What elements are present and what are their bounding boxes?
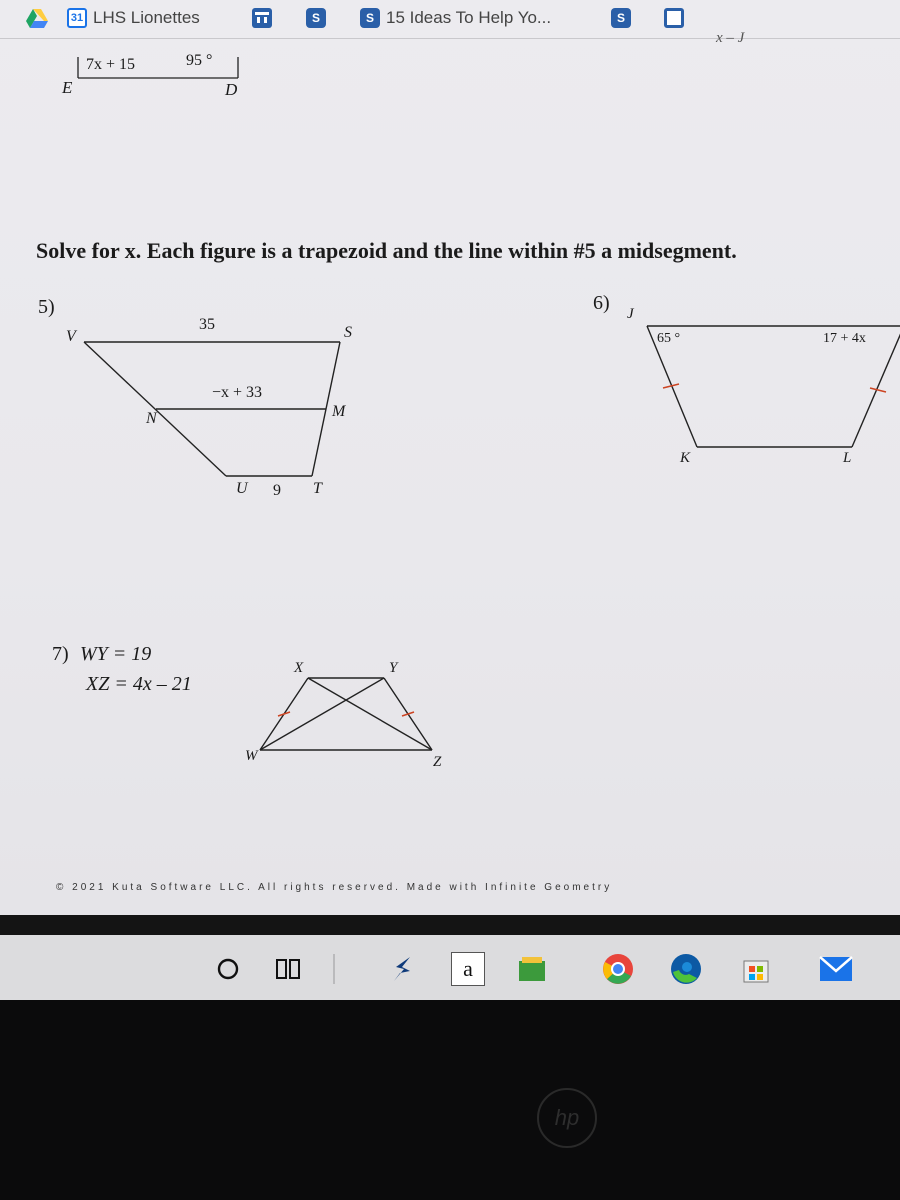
vertex-label: J	[627, 306, 634, 322]
vertex-label: Z	[433, 754, 442, 770]
search-circle-icon	[216, 957, 240, 981]
vertex-label: K	[680, 450, 691, 466]
task-view-button[interactable]	[268, 949, 308, 989]
browser-bottom-edge	[0, 915, 900, 935]
instructions: Solve for x. Each figure is a trapezoid and the line within #5 a midsegment.	[36, 238, 737, 263]
vertex-label: M	[332, 403, 346, 420]
amazon-icon: a	[451, 952, 485, 986]
calendar-icon: 31	[67, 8, 87, 28]
bookmark-label: LHS Lionettes	[93, 8, 200, 27]
app-store-button[interactable]	[512, 949, 552, 989]
vertex-label: L	[843, 450, 852, 466]
congruence-mark	[278, 712, 414, 716]
schoology-icon: S	[360, 8, 380, 28]
congruence-mark	[663, 384, 886, 392]
vertex-label: U	[236, 480, 248, 497]
trapezoid-5	[84, 342, 340, 476]
corner-label: x – J	[716, 30, 745, 46]
store-icon	[517, 955, 547, 983]
bookmark-label: 15 Ideas To Help Yo...	[386, 8, 552, 27]
side-label: 9	[273, 482, 281, 499]
angle-label: 65 °	[657, 331, 681, 346]
task-view-icon	[275, 957, 301, 981]
given-statement: XZ = 4x – 21	[86, 673, 192, 695]
store-bag-icon	[741, 954, 771, 984]
app-office-button[interactable]	[736, 949, 776, 989]
app-edge-button[interactable]	[666, 949, 706, 989]
vertex-label: V	[66, 328, 76, 345]
vertex-label: X	[294, 660, 304, 676]
app-amazon-button[interactable]	[448, 949, 488, 989]
midsegment-label: −x + 33	[212, 384, 263, 401]
side-label: 17 + 4x	[823, 331, 866, 346]
vertex-label: E	[62, 78, 73, 97]
hp-logo: hp	[537, 1088, 597, 1148]
problem-number: 6)	[593, 292, 610, 314]
schoology-icon: S	[611, 8, 631, 28]
app-schoology-button[interactable]	[382, 949, 422, 989]
app-mail-button[interactable]	[816, 949, 856, 989]
search-button[interactable]	[208, 949, 248, 989]
angle-label: 95 °	[186, 52, 213, 69]
given-statement: WY = 19	[80, 643, 152, 665]
side-label: 7x + 15	[86, 56, 136, 73]
vertex-label: D	[225, 80, 238, 99]
problem-number: 7)	[52, 643, 69, 665]
vertex-label: S	[344, 324, 352, 341]
vertex-label: Y	[389, 660, 398, 676]
side-label: 35	[199, 316, 215, 333]
app-chrome-button[interactable]	[598, 949, 638, 989]
edge-icon	[669, 952, 703, 986]
vertex-label: N	[146, 410, 157, 427]
problem-number: 5)	[38, 296, 55, 318]
taskbar	[0, 935, 900, 1000]
mail-icon	[819, 955, 853, 983]
vertex-label: T	[313, 480, 322, 497]
wings-logo-icon	[390, 955, 414, 983]
copyright-footer: © 2021 Kuta Software LLC. All rights reserved. Made with Infinite Geometry	[56, 882, 613, 893]
chrome-icon	[601, 952, 635, 986]
schoology-icon: S	[306, 8, 326, 28]
vertex-label: W	[245, 748, 258, 764]
taskbar-divider	[330, 949, 338, 989]
